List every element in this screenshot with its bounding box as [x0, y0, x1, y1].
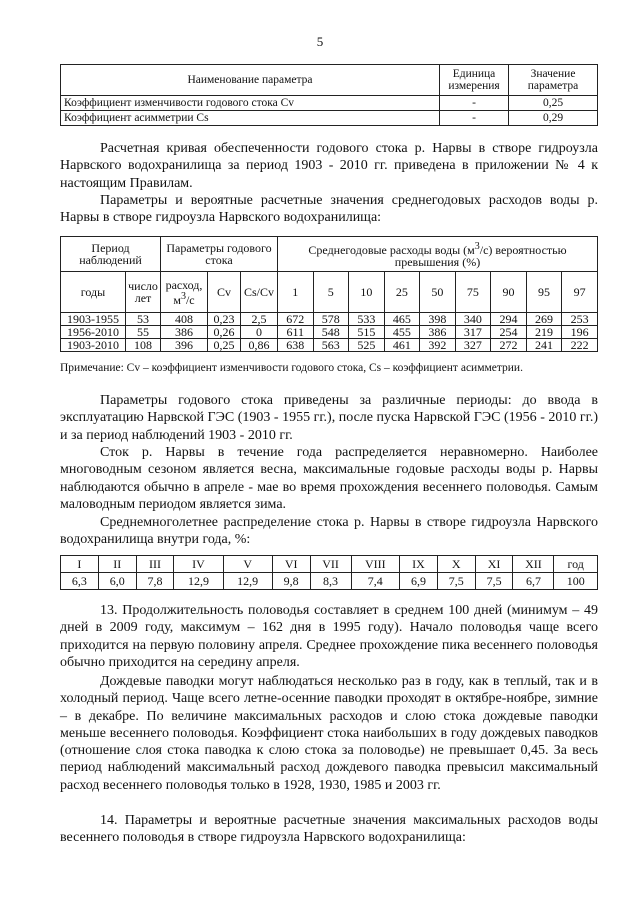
cell: 196: [562, 326, 598, 339]
cell: 396: [161, 339, 208, 352]
cell: 272: [491, 339, 527, 352]
param-value: 0,29: [509, 111, 598, 126]
cell: 108: [126, 339, 161, 352]
month-value: 7,5: [437, 573, 475, 590]
cell: 1956-2010: [61, 326, 126, 339]
month-value: 7,8: [136, 573, 174, 590]
paragraph-7: Дождевые паводки могут наблюдаться несколько раз в году, как в теплый, так и в холодный период. Чаще всего летне-осенние паводки проходят в октябре-ноябре, зимние – в декабре. По величине максимальных расходов и слою стока дождевые паводки меньше весеннего половодья. Коэффициент стока наибольших в году дождевых паводков (отношение слоя стока паводка к слою стока за половодье) не превышает 0,45. За весь период наблюдений максимальный расход дождевого паводка превысил максимальный расход весеннего половодья только в 1928, 1930, 1985 и 2003 гг.: [60, 674, 598, 793]
cell: 327: [455, 339, 491, 352]
month-value: 6,0: [98, 573, 136, 590]
month-header: XI: [475, 556, 513, 573]
header-cell-period: Период наблюдений: [61, 237, 161, 272]
month-header: X: [437, 556, 475, 573]
table-note: Примечание: Cv – коэффициент изменчивости годового стока, Cs – коэффициент асимметрии.: [60, 362, 523, 374]
table-row: [61, 111, 598, 126]
month-header: IX: [400, 556, 438, 573]
cell: 294: [491, 313, 527, 326]
table-header-row: [61, 65, 598, 96]
month-header: II: [98, 556, 136, 573]
cell: 222: [562, 339, 598, 352]
cell: 533: [349, 313, 385, 326]
header-cell: годы: [61, 272, 126, 313]
header-cell: Единица измерения: [440, 65, 509, 96]
cell: 55: [126, 326, 161, 339]
cell: 672: [278, 313, 314, 326]
table-header-row: [61, 272, 598, 313]
month-header: VIII: [351, 556, 400, 573]
cell: 219: [526, 326, 562, 339]
prob-cell: 1: [278, 272, 314, 313]
cell: 253: [562, 313, 598, 326]
month-header: III: [136, 556, 174, 573]
param-unit: -: [440, 96, 509, 111]
prob-cell: 50: [420, 272, 456, 313]
cell: 1903-2010: [61, 339, 126, 352]
header-cell: [161, 272, 208, 313]
month-value: 8,3: [310, 573, 351, 590]
table-row: [61, 573, 598, 590]
cell: 563: [313, 339, 349, 352]
discharge-header: расход, м: [165, 277, 203, 307]
discharge-header-sup: 3: [180, 290, 186, 302]
paragraph-5: Среднемноголетнее распределение стока р. Нарвы в створе гидроузла Нарвского водохранилища внутри года, %:: [60, 515, 598, 548]
cell: 525: [349, 339, 385, 352]
month-header: VII: [310, 556, 351, 573]
cell: 548: [313, 326, 349, 339]
prob-cell: 5: [313, 272, 349, 313]
param-unit: -: [440, 111, 509, 126]
cell: 386: [420, 326, 456, 339]
table-row: [61, 326, 598, 339]
header-cell: Cs/Cv: [241, 272, 278, 313]
paragraph-8: 14. Параметры и вероятные расчетные значения максимальных расходов воды весеннего половодья в створе гидроузла Нарвского водохранилища:: [60, 813, 598, 846]
flows-header-text: Среднегодовые расходы воды (м: [308, 242, 475, 257]
paragraph-3: Параметры годового стока приведены за различные периоды: до ввода в эксплуатацию Нарвской ГЭС (1903 - 1955 гг.), после пуска Нарвской ГЭС (1956 - 2010 гг.) и за период наблюдений 1903 - 2010 гг.: [60, 393, 598, 443]
header-cell: Наименование параметра: [61, 65, 440, 96]
flows-header-sup: 3: [474, 240, 480, 252]
month-header: I: [61, 556, 99, 573]
prob-cell: 97: [562, 272, 598, 313]
monthly-table: [60, 555, 598, 590]
table-header-row: [61, 556, 598, 573]
param-name: Коэффициент асимметрии Cs: [61, 111, 440, 126]
cell: 515: [349, 326, 385, 339]
cell: 455: [384, 326, 420, 339]
paragraph-4: Сток р. Нарвы в течение года распределяется неравномерно. Наиболее многоводным сезоном является весна, максимальные годовые расходы воды р. Нарвы наблюдаются обычно в апреле - мае во время прохождения весеннего половодья. Самым маловодным периодом является зима.: [60, 445, 598, 512]
cell: 611: [278, 326, 314, 339]
prob-cell: 95: [526, 272, 562, 313]
month-value: 7,5: [475, 573, 513, 590]
month-header: IV: [174, 556, 223, 573]
header-cell: Значение параметра: [509, 65, 598, 96]
month-header: VI: [272, 556, 310, 573]
prob-cell: 75: [455, 272, 491, 313]
cell: 254: [491, 326, 527, 339]
month-header: XII: [513, 556, 554, 573]
cell: 340: [455, 313, 491, 326]
table-header-row: [61, 237, 598, 272]
month-value: 12,9: [223, 573, 272, 590]
cell: 241: [526, 339, 562, 352]
cell: 461: [384, 339, 420, 352]
cell: 398: [420, 313, 456, 326]
cell: 578: [313, 313, 349, 326]
cell: 392: [420, 339, 456, 352]
table-row: [61, 339, 598, 352]
discharge-header-2: /с: [185, 292, 195, 307]
cell: 317: [455, 326, 491, 339]
param-name: Коэффициент изменчивости годового стока Cv: [61, 96, 440, 111]
cell: 2,5: [241, 313, 278, 326]
month-value: 100: [554, 573, 598, 590]
month-header: V: [223, 556, 272, 573]
paragraph-2: Параметры и вероятные расчетные значения среднегодовых расходов воды р. Нарвы в створе гидроузла Нарвского водохранилища:: [60, 193, 598, 226]
paragraph-6: 13. Продолжительность половодья составляет в среднем 100 дней (минимум – 49 дней в 2009 году, максимум – 162 дня в 1995 году). Начало половодья чаще всего приходится на первую половину апреля. Среднее прохождение пика весеннего половодья обычно приходится на середину апреля.: [60, 603, 598, 670]
cell: 53: [126, 313, 161, 326]
prob-cell: 25: [384, 272, 420, 313]
flows-header-text-2: /с) вероятностью превышения (%): [394, 242, 567, 269]
month-value: 12,9: [174, 573, 223, 590]
cell: 0,25: [208, 339, 241, 352]
cell: 408: [161, 313, 208, 326]
header-cell: число лет: [126, 272, 161, 313]
table-row: [61, 313, 598, 326]
month-value: 6,9: [400, 573, 438, 590]
prob-cell: 90: [491, 272, 527, 313]
month-value: 9,8: [272, 573, 310, 590]
cell: 386: [161, 326, 208, 339]
cell: 638: [278, 339, 314, 352]
header-cell-params: Параметры годового стока: [161, 237, 278, 272]
header-cell-flows: [278, 237, 598, 272]
cell: 0,23: [208, 313, 241, 326]
parameter-table: [60, 64, 598, 126]
cell: 1903-1955: [61, 313, 126, 326]
month-value: 7,4: [351, 573, 400, 590]
cell: 0,26: [208, 326, 241, 339]
page-number: 5: [316, 34, 324, 49]
cell: 269: [526, 313, 562, 326]
header-cell: Cv: [208, 272, 241, 313]
month-value: 6,3: [61, 573, 99, 590]
paragraph-1: Расчетная кривая обеспеченности годового стока р. Нарвы в створе гидроузла Нарвского водохранилища за период 1903 - 2010 гг. приведена в приложении № 4 к настоящим Правилам.: [60, 141, 598, 191]
param-value: 0,25: [509, 96, 598, 111]
cell: 0,86: [241, 339, 278, 352]
month-header: год: [554, 556, 598, 573]
cell: 465: [384, 313, 420, 326]
flow-table: [60, 236, 598, 352]
prob-cell: 10: [349, 272, 385, 313]
table-row: [61, 96, 598, 111]
cell: 0: [241, 326, 278, 339]
month-value: 6,7: [513, 573, 554, 590]
